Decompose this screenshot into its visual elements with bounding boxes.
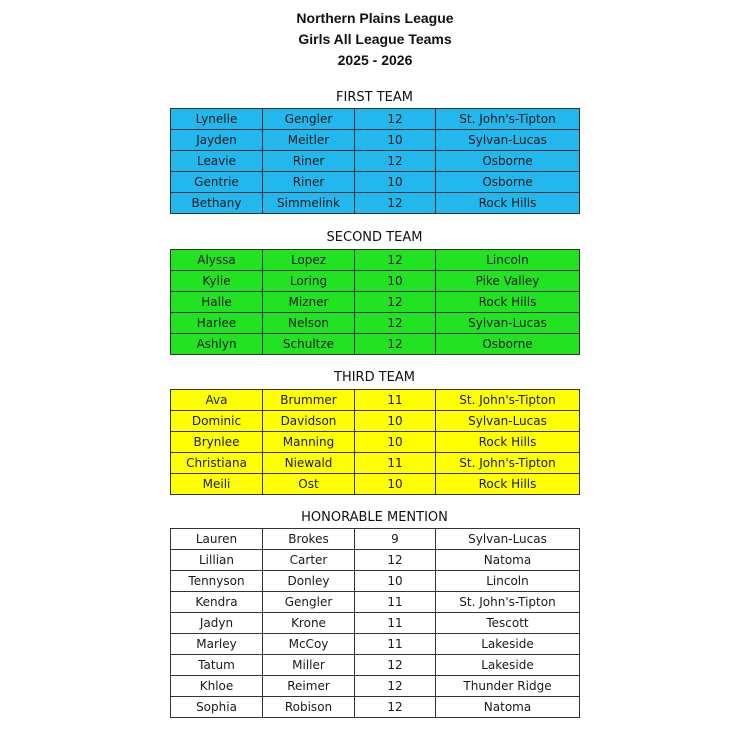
school-cell: Osborne (436, 172, 580, 193)
honorable-mention-title: HONORABLE MENTION (301, 510, 448, 525)
school-cell: St. John's-Tipton (436, 390, 580, 411)
school-cell: Sylvan-Lucas (436, 130, 580, 151)
table-row (171, 550, 580, 571)
first-team-table (170, 108, 580, 214)
school-cell: Rock Hills (436, 432, 580, 453)
school-cell: Rock Hills (436, 474, 580, 495)
table-row (171, 109, 580, 130)
table-row (171, 172, 580, 193)
first-name-cell: Harlee (171, 313, 263, 334)
second-team-table (170, 249, 580, 355)
first-name-cell: Ashlyn (171, 334, 263, 355)
first-name-cell: Khloe (171, 676, 263, 697)
third-team-table (170, 389, 580, 495)
last-name-cell: Reimer (263, 676, 355, 697)
last-name-cell: Manning (263, 432, 355, 453)
table-row (171, 334, 580, 355)
grade-cell: 11 (355, 613, 436, 634)
table-row (171, 313, 580, 334)
school-cell: Tescott (436, 613, 580, 634)
school-cell: Rock Hills (436, 292, 580, 313)
document-title: Girls All League Teams (298, 31, 452, 47)
grade-cell: 12 (355, 313, 436, 334)
last-name-cell: Simmelink (263, 193, 355, 214)
grade-cell: 9 (355, 529, 436, 550)
table-row (171, 655, 580, 676)
first-team-title: FIRST TEAM (336, 90, 413, 105)
last-name-cell: Donley (263, 571, 355, 592)
last-name-cell: Gengler (263, 592, 355, 613)
school-cell: Rock Hills (436, 193, 580, 214)
school-cell: Lakeside (436, 634, 580, 655)
grade-cell: 11 (355, 453, 436, 474)
first-name-cell: Halle (171, 292, 263, 313)
first-name-cell: Marley (171, 634, 263, 655)
grade-cell: 11 (355, 390, 436, 411)
third-team-title: THIRD TEAM (334, 370, 415, 385)
grade-cell: 12 (355, 151, 436, 172)
school-cell: Osborne (436, 334, 580, 355)
last-name-cell: Brokes (263, 529, 355, 550)
grade-cell: 10 (355, 172, 436, 193)
table-row (171, 292, 580, 313)
last-name-cell: Davidson (263, 411, 355, 432)
table-row (171, 271, 580, 292)
school-cell: Lincoln (436, 571, 580, 592)
first-name-cell: Leavie (171, 151, 263, 172)
school-cell: Natoma (436, 697, 580, 718)
last-name-cell: Loring (263, 271, 355, 292)
first-name-cell: Jadyn (171, 613, 263, 634)
table-row (171, 474, 580, 495)
last-name-cell: Ost (263, 474, 355, 495)
school-cell: Natoma (436, 550, 580, 571)
last-name-cell: Brummer (263, 390, 355, 411)
school-cell: Osborne (436, 151, 580, 172)
last-name-cell: Lopez (263, 250, 355, 271)
first-name-cell: Brynlee (171, 432, 263, 453)
school-cell: St. John's-Tipton (436, 592, 580, 613)
school-cell: Sylvan-Lucas (436, 411, 580, 432)
first-name-cell: Bethany (171, 193, 263, 214)
last-name-cell: Meitler (263, 130, 355, 151)
school-cell: Sylvan-Lucas (436, 529, 580, 550)
grade-cell: 12 (355, 292, 436, 313)
grade-cell: 11 (355, 634, 436, 655)
grade-cell: 12 (355, 655, 436, 676)
table-row (171, 390, 580, 411)
first-name-cell: Alyssa (171, 250, 263, 271)
first-name-cell: Meili (171, 474, 263, 495)
grade-cell: 12 (355, 697, 436, 718)
first-name-cell: Lillian (171, 550, 263, 571)
school-cell: St. John's-Tipton (436, 453, 580, 474)
table-row (171, 453, 580, 474)
grade-cell: 10 (355, 432, 436, 453)
last-name-cell: Miller (263, 655, 355, 676)
table-row (171, 432, 580, 453)
grade-cell: 12 (355, 676, 436, 697)
grade-cell: 11 (355, 592, 436, 613)
grade-cell: 10 (355, 271, 436, 292)
last-name-cell: Gengler (263, 109, 355, 130)
school-cell: Pike Valley (436, 271, 580, 292)
last-name-cell: McCoy (263, 634, 355, 655)
school-cell: Thunder Ridge (436, 676, 580, 697)
school-cell: Lincoln (436, 250, 580, 271)
season-label: 2025 - 2026 (337, 52, 413, 68)
first-name-cell: Dominic (171, 411, 263, 432)
first-name-cell: Gentrie (171, 172, 263, 193)
first-name-cell: Lauren (171, 529, 263, 550)
honorable-mention-table (170, 528, 580, 718)
table-row (171, 571, 580, 592)
grade-cell: 10 (355, 411, 436, 432)
grade-cell: 12 (355, 193, 436, 214)
table-row (171, 634, 580, 655)
league-name: Northern Plains League (296, 10, 454, 26)
document-header (0, 8, 750, 71)
last-name-cell: Niewald (263, 453, 355, 474)
table-row (171, 613, 580, 634)
table-row (171, 676, 580, 697)
first-name-cell: Kylie (171, 271, 263, 292)
table-row (171, 250, 580, 271)
last-name-cell: Nelson (263, 313, 355, 334)
last-name-cell: Krone (263, 613, 355, 634)
grade-cell: 10 (355, 571, 436, 592)
first-name-cell: Lynelle (171, 109, 263, 130)
first-name-cell: Kendra (171, 592, 263, 613)
table-row (171, 151, 580, 172)
table-row (171, 193, 580, 214)
table-row (171, 130, 580, 151)
table-row (171, 529, 580, 550)
school-cell: St. John's-Tipton (436, 109, 580, 130)
grade-cell: 12 (355, 550, 436, 571)
grade-cell: 12 (355, 250, 436, 271)
table-row (171, 411, 580, 432)
last-name-cell: Carter (263, 550, 355, 571)
grade-cell: 10 (355, 474, 436, 495)
first-name-cell: Christiana (171, 453, 263, 474)
grade-cell: 12 (355, 109, 436, 130)
first-name-cell: Sophia (171, 697, 263, 718)
last-name-cell: Riner (263, 151, 355, 172)
school-cell: Sylvan-Lucas (436, 313, 580, 334)
first-name-cell: Tatum (171, 655, 263, 676)
first-name-cell: Jayden (171, 130, 263, 151)
first-name-cell: Tennyson (171, 571, 263, 592)
grade-cell: 10 (355, 130, 436, 151)
grade-cell: 12 (355, 334, 436, 355)
table-row (171, 592, 580, 613)
second-team-title: SECOND TEAM (326, 230, 423, 245)
first-name-cell: Ava (171, 390, 263, 411)
last-name-cell: Mizner (263, 292, 355, 313)
last-name-cell: Riner (263, 172, 355, 193)
table-row (171, 697, 580, 718)
last-name-cell: Schultze (263, 334, 355, 355)
school-cell: Lakeside (436, 655, 580, 676)
last-name-cell: Robison (263, 697, 355, 718)
